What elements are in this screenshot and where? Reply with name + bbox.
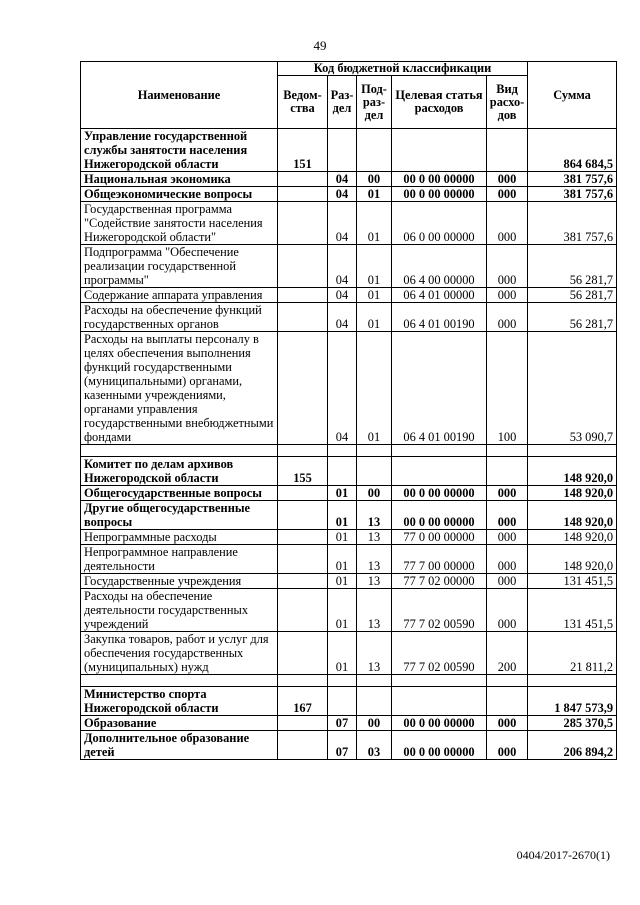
table-row [81, 716, 617, 731]
row-celevaya-statya: 77 7 00 00000 [392, 545, 487, 574]
row-podrazdel [357, 129, 392, 172]
row-vedomstvo [278, 202, 328, 245]
row-vedomstvo [278, 501, 328, 530]
row-razdel: 01 [328, 486, 357, 501]
row-podrazdel: 01 [357, 187, 392, 202]
empty-cell [357, 445, 392, 457]
row-name: Подпрограмма "Обеспечение реализации государственной программы" [81, 245, 278, 288]
row-vid-rashodov: 000 [487, 303, 528, 332]
row-celevaya-statya [392, 457, 487, 486]
row-celevaya-statya: 77 7 02 00000 [392, 574, 487, 589]
row-vedomstvo [278, 574, 328, 589]
row-razdel: 01 [328, 574, 357, 589]
row-vid-rashodov [487, 129, 528, 172]
row-podrazdel: 13 [357, 530, 392, 545]
row-summa: 206 894,2 [528, 731, 617, 760]
header-razdel: Раз-дел [328, 76, 357, 129]
row-vedomstvo [278, 172, 328, 187]
table-row [81, 303, 617, 332]
empty-cell [278, 445, 328, 457]
row-summa: 285 370,5 [528, 716, 617, 731]
row-razdel: 04 [328, 187, 357, 202]
row-name: Комитет по делам архивов Нижегородской области [81, 457, 278, 486]
row-name: Общегосударственные вопросы [81, 486, 278, 501]
row-celevaya-statya: 06 4 01 00000 [392, 288, 487, 303]
row-vedomstvo [278, 589, 328, 632]
row-vedomstvo: 151 [278, 129, 328, 172]
row-podrazdel: 01 [357, 202, 392, 245]
row-vid-rashodov: 000 [487, 545, 528, 574]
table-row [81, 574, 617, 589]
empty-cell [81, 675, 278, 687]
row-vid-rashodov: 000 [487, 187, 528, 202]
row-vedomstvo [278, 245, 328, 288]
row-name: Закупка товаров, работ и услуг для обеспечения государственных (муниципальных) нужд [81, 632, 278, 675]
empty-cell [81, 445, 278, 457]
row-celevaya-statya [392, 129, 487, 172]
row-podrazdel: 00 [357, 486, 392, 501]
row-name: Управление государственной службы занятости населения Нижегородской области [81, 129, 278, 172]
row-name: Расходы на выплаты персоналу в целях обеспечения выполнения функций государственными (муниципальными) органами, казенными учреждениями, органами управления государственными внебюджетными фондами [81, 332, 278, 445]
row-name: Непрограммное направление деятельности [81, 545, 278, 574]
row-summa: 56 281,7 [528, 303, 617, 332]
row-summa: 148 920,0 [528, 457, 617, 486]
table-row [81, 187, 617, 202]
row-celevaya-statya: 77 7 02 00590 [392, 632, 487, 675]
row-vedomstvo [278, 486, 328, 501]
row-razdel: 01 [328, 632, 357, 675]
header-budget-code: Код бюджетной классификации [278, 62, 528, 76]
table-row [81, 589, 617, 632]
row-razdel: 04 [328, 172, 357, 187]
row-podrazdel: 13 [357, 545, 392, 574]
row-name: Непрограммные расходы [81, 530, 278, 545]
row-podrazdel: 01 [357, 245, 392, 288]
row-vid-rashodov: 000 [487, 731, 528, 760]
row-podrazdel: 01 [357, 288, 392, 303]
empty-cell [392, 675, 487, 687]
row-podrazdel: 13 [357, 632, 392, 675]
row-summa: 148 920,0 [528, 530, 617, 545]
row-summa: 148 920,0 [528, 501, 617, 530]
row-summa: 381 757,6 [528, 172, 617, 187]
row-vid-rashodov: 000 [487, 202, 528, 245]
row-podrazdel [357, 687, 392, 716]
table-row [81, 202, 617, 245]
row-summa: 131 451,5 [528, 589, 617, 632]
row-vedomstvo [278, 303, 328, 332]
empty-cell [278, 675, 328, 687]
row-podrazdel: 13 [357, 501, 392, 530]
row-vid-rashodov: 200 [487, 632, 528, 675]
budget-table [80, 61, 617, 760]
spacer-row [81, 675, 617, 687]
row-summa: 56 281,7 [528, 245, 617, 288]
table-row [81, 172, 617, 187]
table-row [81, 245, 617, 288]
row-vedomstvo [278, 332, 328, 445]
table-row [81, 687, 617, 716]
row-celevaya-statya: 00 0 00 00000 [392, 187, 487, 202]
document-code: 0404/2017-2670(1) [516, 848, 610, 862]
row-summa: 56 281,7 [528, 288, 617, 303]
row-summa: 21 811,2 [528, 632, 617, 675]
row-podrazdel: 13 [357, 589, 392, 632]
row-name: Общеэкономические вопросы [81, 187, 278, 202]
table-row [81, 632, 617, 675]
row-celevaya-statya: 00 0 00 00000 [392, 172, 487, 187]
row-razdel: 04 [328, 332, 357, 445]
table-row [81, 457, 617, 486]
row-celevaya-statya: 06 0 00 00000 [392, 202, 487, 245]
table-row [81, 332, 617, 445]
row-razdel: 04 [328, 245, 357, 288]
row-name: Государственные учреждения [81, 574, 278, 589]
empty-cell [487, 445, 528, 457]
row-vid-rashodov: 000 [487, 245, 528, 288]
table-row [81, 545, 617, 574]
row-vid-rashodov: 000 [487, 716, 528, 731]
empty-cell [487, 675, 528, 687]
row-vid-rashodov [487, 687, 528, 716]
header-name: Наименование [81, 62, 278, 129]
row-name: Дополнительное образование детей [81, 731, 278, 760]
row-razdel [328, 457, 357, 486]
row-vedomstvo [278, 716, 328, 731]
row-summa: 381 757,6 [528, 187, 617, 202]
row-name: Содержание аппарата управления [81, 288, 278, 303]
row-celevaya-statya [392, 687, 487, 716]
row-podrazdel: 00 [357, 716, 392, 731]
row-razdel: 01 [328, 545, 357, 574]
table-row [81, 288, 617, 303]
row-celevaya-statya: 06 4 00 00000 [392, 245, 487, 288]
empty-cell [328, 445, 357, 457]
row-vid-rashodov: 000 [487, 486, 528, 501]
row-celevaya-statya: 00 0 00 00000 [392, 486, 487, 501]
row-vedomstvo [278, 731, 328, 760]
row-vid-rashodov: 000 [487, 172, 528, 187]
row-celevaya-statya: 06 4 01 00190 [392, 303, 487, 332]
row-name: Образование [81, 716, 278, 731]
row-vid-rashodov: 000 [487, 589, 528, 632]
header-vid-rashodov: Вид расхо-дов [487, 76, 528, 129]
header-celevaya-statya: Целевая статья расходов [392, 76, 487, 129]
row-podrazdel: 00 [357, 172, 392, 187]
row-summa: 148 920,0 [528, 486, 617, 501]
row-celevaya-statya: 06 4 01 00190 [392, 332, 487, 445]
row-razdel: 01 [328, 589, 357, 632]
row-name: Расходы на обеспечение функций государственных органов [81, 303, 278, 332]
row-razdel [328, 687, 357, 716]
row-name: Национальная экономика [81, 172, 278, 187]
row-podrazdel: 13 [357, 574, 392, 589]
row-vedomstvo: 155 [278, 457, 328, 486]
row-vedomstvo [278, 545, 328, 574]
row-name: Государственная программа "Содействие занятости населения Нижегородской области" [81, 202, 278, 245]
table-row [81, 486, 617, 501]
row-razdel: 01 [328, 501, 357, 530]
row-podrazdel: 01 [357, 303, 392, 332]
row-celevaya-statya: 00 0 00 00000 [392, 716, 487, 731]
row-vid-rashodov [487, 457, 528, 486]
row-summa: 53 090,7 [528, 332, 617, 445]
empty-cell [392, 445, 487, 457]
row-celevaya-statya: 77 0 00 00000 [392, 530, 487, 545]
header-vedomstvo: Ведом-ства [278, 76, 328, 129]
table-row [81, 731, 617, 760]
row-razdel: 07 [328, 731, 357, 760]
row-razdel: 07 [328, 716, 357, 731]
row-name: Другие общегосударственные вопросы [81, 501, 278, 530]
row-name: Министерство спорта Нижегородской области [81, 687, 278, 716]
table-row [81, 129, 617, 172]
empty-cell [357, 675, 392, 687]
row-podrazdel: 03 [357, 731, 392, 760]
row-vedomstvo [278, 187, 328, 202]
row-vedomstvo: 167 [278, 687, 328, 716]
empty-cell [528, 445, 617, 457]
row-vedomstvo [278, 530, 328, 545]
row-vedomstvo [278, 632, 328, 675]
row-vid-rashodov: 100 [487, 332, 528, 445]
empty-cell [528, 675, 617, 687]
row-summa: 131 451,5 [528, 574, 617, 589]
row-razdel: 04 [328, 202, 357, 245]
row-razdel: 01 [328, 530, 357, 545]
table-row [81, 530, 617, 545]
row-celevaya-statya: 00 0 00 00000 [392, 731, 487, 760]
page-number: 49 [313, 38, 327, 53]
budget-table-body [81, 129, 617, 760]
header-summa: Сумма [528, 62, 617, 129]
table-row [81, 501, 617, 530]
row-celevaya-statya: 77 7 02 00590 [392, 589, 487, 632]
row-vid-rashodov: 000 [487, 501, 528, 530]
row-name: Расходы на обеспечение деятельности государственных учреждений [81, 589, 278, 632]
spacer-row [81, 445, 617, 457]
row-razdel [328, 129, 357, 172]
row-vedomstvo [278, 288, 328, 303]
row-summa: 148 920,0 [528, 545, 617, 574]
row-vid-rashodov: 000 [487, 574, 528, 589]
row-celevaya-statya: 00 0 00 00000 [392, 501, 487, 530]
row-razdel: 04 [328, 288, 357, 303]
row-podrazdel: 01 [357, 332, 392, 445]
row-podrazdel [357, 457, 392, 486]
header-podrazdel: Под-раз-дел [357, 76, 392, 129]
row-razdel: 04 [328, 303, 357, 332]
row-summa: 1 847 573,9 [528, 687, 617, 716]
row-summa: 864 684,5 [528, 129, 617, 172]
row-vid-rashodov: 000 [487, 288, 528, 303]
row-summa: 381 757,6 [528, 202, 617, 245]
empty-cell [328, 675, 357, 687]
row-vid-rashodov: 000 [487, 530, 528, 545]
